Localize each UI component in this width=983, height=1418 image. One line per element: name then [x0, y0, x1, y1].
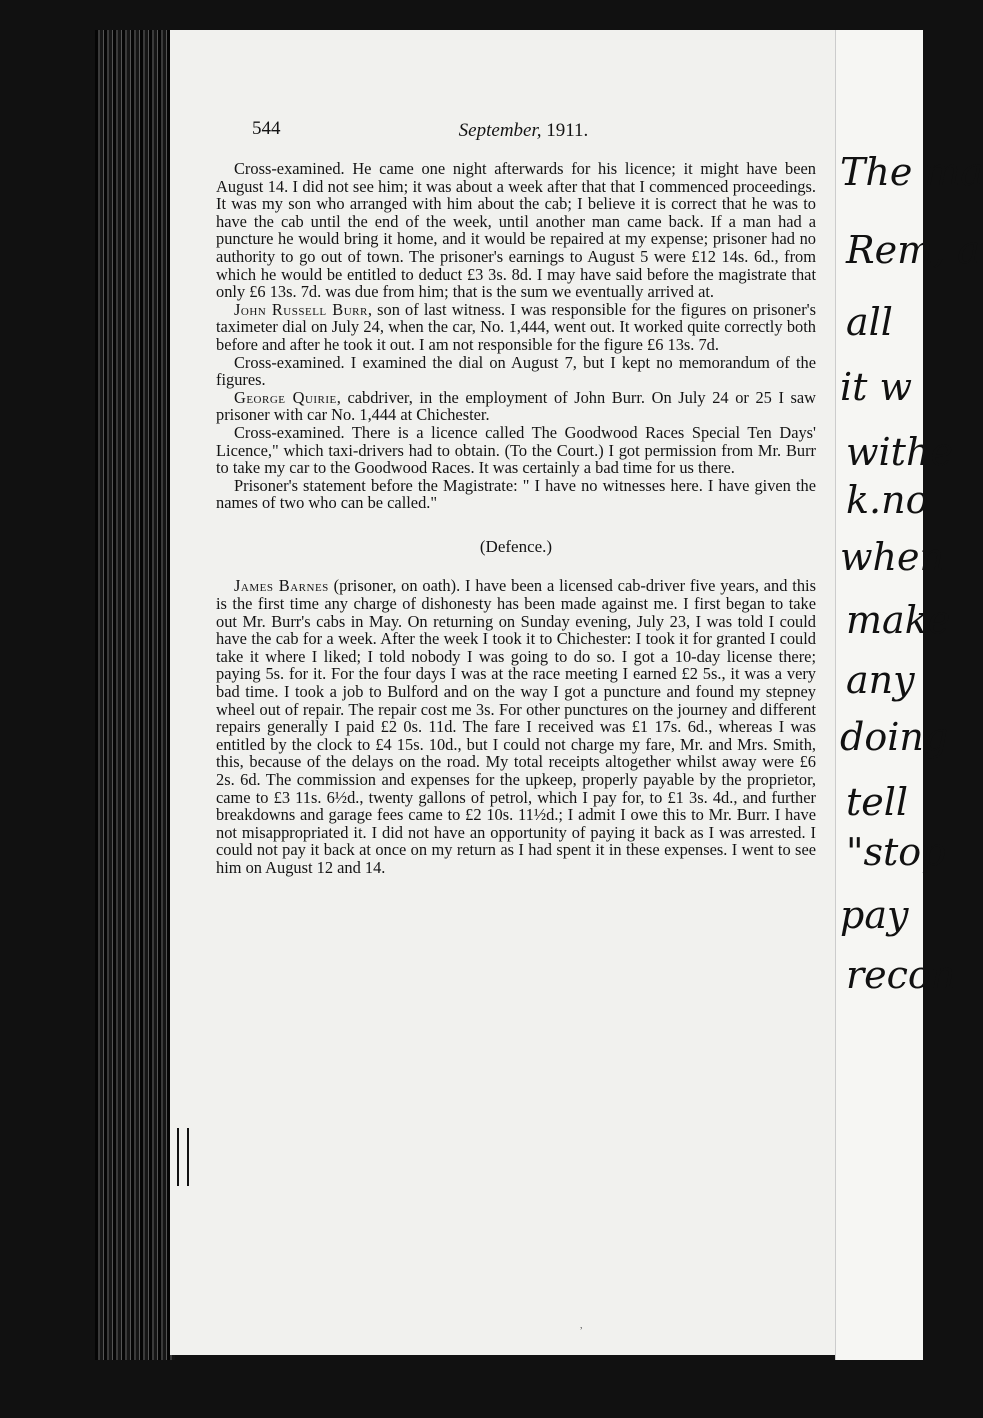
handwriting-line: any: [846, 658, 915, 702]
handwriting-line: make: [846, 598, 951, 642]
handwriting-line: when: [840, 535, 944, 579]
handwriting-line: The ma: [840, 150, 983, 194]
handwritten-notes-page: [835, 30, 983, 1360]
handwriting-line: doing: [840, 715, 949, 759]
paragraph-cross-exam-1: Cross-examined. He came one night afterwards for his licence; it might have been August 14. I did not see him; it was about a week after that that I commenced proceedings. It was my son who arranged with him about the cab; I believe it is correct that he was to have the cab until the end of the week, until another man came back. If a man had a puncture he would bring it home, and it would be repaired at my expense; prisoner had no authority to go out of town. The prisoner's earnings to August 5 were £12 14s. 6d., from which he would be entitled to deduct £3 3s. 8d. I may have said before the magistrate that only £6 13s. 7d. was due from him; that is the sum we eventually arrived at.: [216, 159, 816, 302]
book-page: [170, 30, 835, 1355]
witness-name: John Russell Burr: [234, 299, 368, 319]
page-speck: ,: [580, 1320, 583, 1331]
handwriting-line: "stop: [846, 830, 946, 874]
handwriting-line: tell: [846, 780, 909, 824]
page-body: [216, 160, 816, 877]
defence-heading: (Defence.): [479, 536, 553, 556]
running-title: [252, 120, 795, 142]
paragraph-defence: James Barnes (prisoner, on oath). I have been a licensed cab-driver five years, and this is the first time any charge of dishonesty has been made against me. I first began to take out Mr. Burr's cabs in May. On returning on Sunday evening, July 23, I was told I could have the cab for a week. After the week I took it to Chichester: I took it for granted I could take it where I liked; I told nobody I was going to do so. I got a 10-day license there; paying 5s. for it. For the four days I was at the race meeting I earned £2 5s., it was a very bad time. I took a job to Bulford and on the way I got a puncture and found my stepney wheel out of repair. The repair cost me 3s. For other punctures on the journey and different repairs generally I paid £2 0s. 11d. The fare I received was £1 17s. 6d., whereas I was entitled by the clock to £4 15s. 10d., but I could not charge my fare, Mr. and Mrs. Smith, this, because of the delays on the road. My total receipts altogether whilst away were £6 2s. 6d. The commission and expenses for the upkeep, properly payable by the proprietor, came to £3 11s. 6½d., twenty gallons of petrol, which I pay for, to £1 3s. 4d., and further breakdowns and garage fees came to £2 10s. 11½d.; I admit I owe this to Mr. Burr. I have not misappropriated it. I did not have an opportunity of paying it back as I was arrested. I could not pay it back at once on my return as I had spent it in these expenses. I went to see him on August 12 and 14.: [216, 576, 816, 877]
page-number: 544: [252, 118, 281, 139]
handwriting-line: k.no: [846, 478, 929, 522]
paragraph-cross-exam-2: Cross-examined. I examined the dial on August 7, but I kept no memorandum of the figures.: [216, 352, 816, 390]
running-title-year: 1911.: [546, 120, 589, 141]
page-header: [252, 118, 795, 152]
handwriting-line: withe: [846, 430, 953, 474]
running-title-month: September,: [458, 120, 542, 141]
handwriting-line: Rem, a: [846, 228, 980, 272]
paragraph-prisoner-statement: Prisoner's statement before the Magistrate: " I have no witnesses here. I have given the names of two who can be called.": [216, 475, 816, 513]
handwriting-line: all: [846, 300, 893, 344]
paragraph-cross-exam-3: Cross-examined. There is a licence called The Goodwood Races Special Ten Days' Licence," which taxi-drivers had to obtain. (To the Court.) I got permission from Mr. Burr to take my car to the Goodwood Races. It was certainly a bad time for us there.: [216, 422, 816, 478]
witness-name: George Quirie: [234, 387, 337, 407]
paragraph-john-burr: John Russell Burr, son of last witness. I was responsible for the figures on prisoner's taximeter dial on July 24, when the car, No. 1,444, went out. It worked quite correctly both before and after he took it out. I am not responsible for the figure £6 13s. 7d.: [216, 299, 816, 354]
handwriting-line: pay: [840, 893, 909, 937]
margin-mark: [177, 1128, 189, 1186]
defendant-name: James Barnes: [234, 576, 329, 596]
handwriting-line: it w: [840, 365, 913, 409]
paragraph-george-quirie: George Quirie, cabdriver, in the employment of John Burr. On July 24 or 25 I saw prisoner with car No. 1,444 at Chichester.: [216, 387, 817, 425]
handwriting-line: recon: [846, 953, 956, 997]
book-binding: [95, 30, 175, 1360]
